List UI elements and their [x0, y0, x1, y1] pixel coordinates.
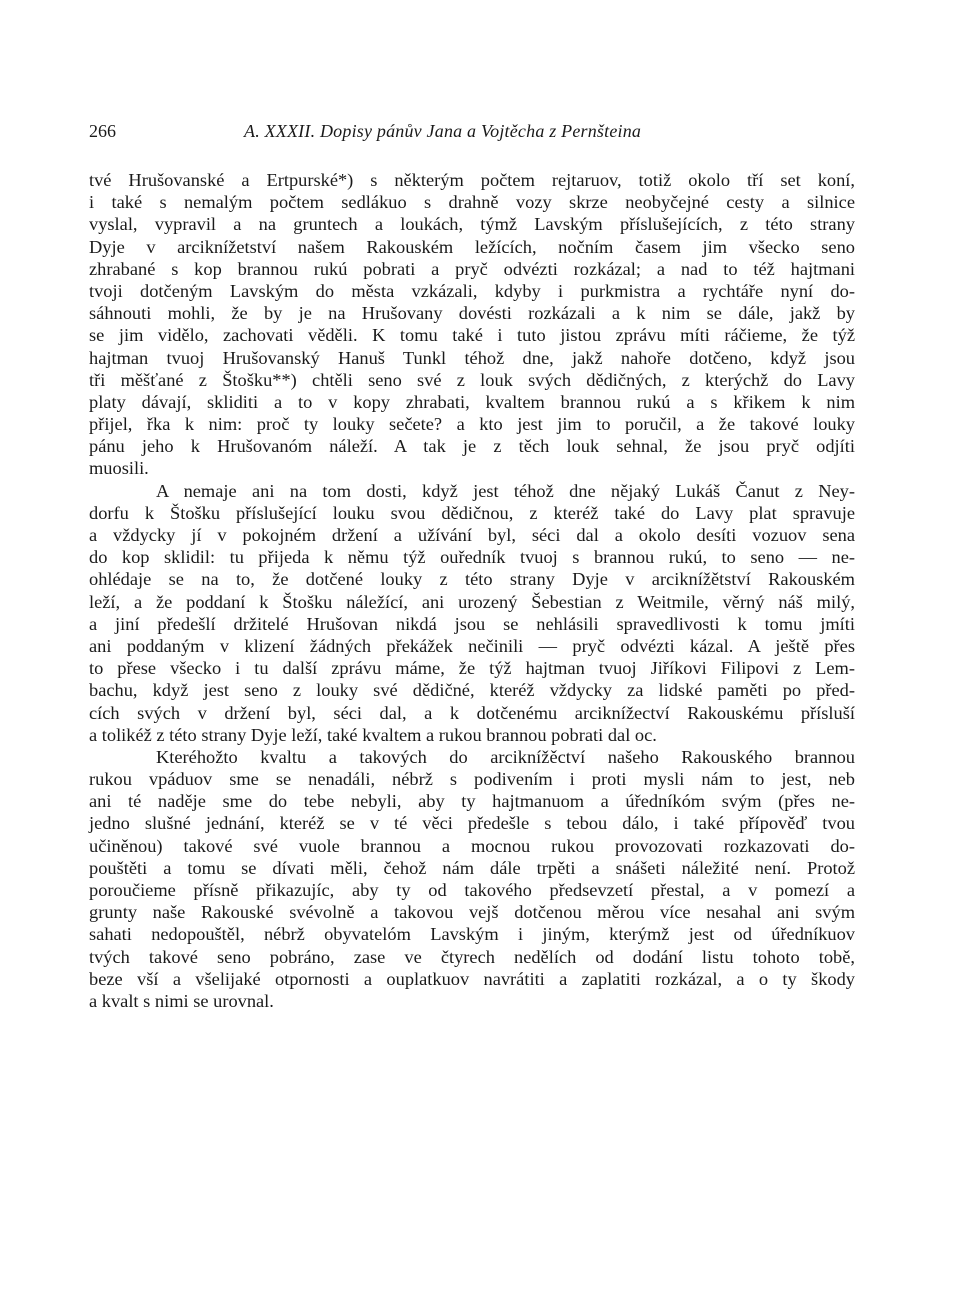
- text-line: tvých takové seno pobráno, zase ve čtyrech nedělích od dodání listu tohoto tobě,: [89, 946, 855, 967]
- text-line: beze vší a všelijaké otpornosti a ouplatkuov navrátiti a zaplatiti rozkázal, a o ty škody: [89, 968, 855, 989]
- text-line: Dyje v arciknížetství našem Rakouském ležících, nočním časem jim všecko seno: [89, 236, 855, 257]
- page-number: 266: [89, 121, 116, 141]
- text-line: sáhnouti mohli, že by je na Hrušovany dovésti rozkázali a k nim se dále, jakž by: [89, 303, 855, 324]
- text-line: a kvalt s nimi se urovnal.: [89, 990, 274, 1011]
- text-line: do kop sklidil: tu přijeda k němu týž ouředník tvuoj s brannou rukú, to seno — ne-: [89, 547, 855, 568]
- text-line: cích svých v držení byl, séci dal, a k dotčenému arciknížectví Rakouskému přísluší: [89, 702, 855, 723]
- text-line: dorfu k Štošku příslušející louku svou dědičnou, z kteréž také do Lavy plat spravuje: [89, 502, 855, 523]
- text-line: a tolikéž z této strany Dyje leží, také kvaltem a rukou brannou pobrati dal oc.: [89, 724, 657, 745]
- text-line: hajtman tvuoj Hrušovanský Hanuš Tunkl téhož dne, jakž nahoře dotčeno, když jsou: [89, 347, 855, 368]
- running-title: A. XXXII. Dopisy pánův Jana a Vojtěcha z Pernšteina: [244, 121, 642, 141]
- text-line: platy dávají, skliditi a to v kopy zhrabati, kvaltem brannou rukú a s křikem k nim: [89, 391, 855, 412]
- paragraph: [89, 746, 855, 1012]
- body-text: [89, 169, 855, 1012]
- text-line: muosili.: [89, 458, 149, 479]
- text-line: tvé Hrušovanské a Ertpurské*) s některým počtem rejtaruov, totiž okolo tří set koní,: [89, 170, 855, 190]
- page-header: [89, 119, 869, 143]
- text-line: zhrabané s kop brannou rukú pobrati a pryč odvézti rozkázal; a nad to též hajtmani: [89, 258, 855, 279]
- text-line: a vždycky jí v pokojném držení a užívání byl, séci dal a okolo desíti vozuov sena: [89, 525, 855, 545]
- text-line: ohlédaje se na to, že dotčené louky z této strany Dyje v arciknížětství Rakouském: [89, 569, 855, 590]
- text-line: sahati nedopouštěl, nébrž obyvatelóm Lavským i jiným, kterýmž jest od úředníkuov: [89, 924, 855, 945]
- text-line: učiněnou) takové své vuole brannou a mocnou rukou provozovati rozkazovati do-: [89, 835, 855, 856]
- text-line: pánu jeho k Hrušovanóm náleží. A tak je z těch louk sehnal, že jsou pryč odjíti: [89, 436, 855, 457]
- text-line: i také s nemalým počtem sedlákuo s drahně vozy skrze neobyčejné cesty a silnice: [89, 192, 855, 213]
- text-line: přijel, řka k nim: proč ty louky sečete? a kto jest jim to poručil, a že takové louky: [89, 414, 855, 435]
- paragraph: [89, 169, 855, 480]
- text-line: A nemaje ani na tom dosti, když jest téhož dne nějaký Lukáš Čanut z Ney-: [156, 480, 855, 501]
- text-line: rukou vpáduov sme se nenadáli, nébrž s podivením i proti mysli nám to jest, neb: [89, 769, 855, 790]
- text-line: tři měšťané z Štošku**) chtěli seno své z louk svých dědičných, z kterýchž do Lavy: [89, 369, 855, 390]
- text-line: jedno slušné jednání, kteréž se v té věci předešle s tebou dálo, i také přípověď tvou: [89, 813, 855, 834]
- text-line: a jiní předešlí držitelé Hrušovan nikdá jsou se nehlásili spravedlivosti k tomu jmíti: [89, 613, 855, 634]
- text-line: se jim vidělo, zachovati věděli. K tomu také i tuto jistou zprávu míti ráčieme, že týž: [89, 325, 855, 346]
- paragraph: [89, 480, 855, 746]
- text-line: Kteréhožto kvaltu a takových do arciknížěctví našeho Rakouského brannou: [156, 746, 855, 767]
- text-line: ani té naděje sme do tebe nebyli, aby ty hajtmanuom a úředníkóm svým (přes ne-: [89, 791, 855, 812]
- text-line: pouštěti a tomu se dívati měli, čehož nám dále trpěti a snášeti náležité není. Protož: [89, 857, 855, 878]
- text-line: tvoji dotčeným Lavským do města vzkázali, kdyby i purkmistra a rychtáře nyní do-: [89, 280, 855, 301]
- text-line: vyslal, vypravil a na gruntech a loukách, týmž Lavským příslušejících, z této strany: [89, 214, 855, 235]
- text-line: leží, a že poddaní k Štošku náležící, ani urozený Šebestian z Weitmile, věrný náš milý,: [89, 591, 855, 612]
- text-line: to přese všecko i tu další zprávu máme, že týž hajtman tvuoj Jiříkovi Filipovi z Lem-: [89, 658, 855, 679]
- text-line: poroučieme přísně přikazujíc, aby ty od takového předsevzetí přestal, a v pomezí a: [89, 880, 855, 900]
- text-line: grunty naše Rakouské svévolně a takovou vejš dotčenou měrou více nesahal ani svým: [89, 902, 855, 923]
- text-line: ani poddaným v klizení žádných překážek nečinili — pryč odvézti kázal. A ještě přes: [89, 635, 855, 656]
- text-line: bachu, když jest seno z louky své dědičné, kteréž vždycky za lidské paměti po před-: [89, 680, 855, 701]
